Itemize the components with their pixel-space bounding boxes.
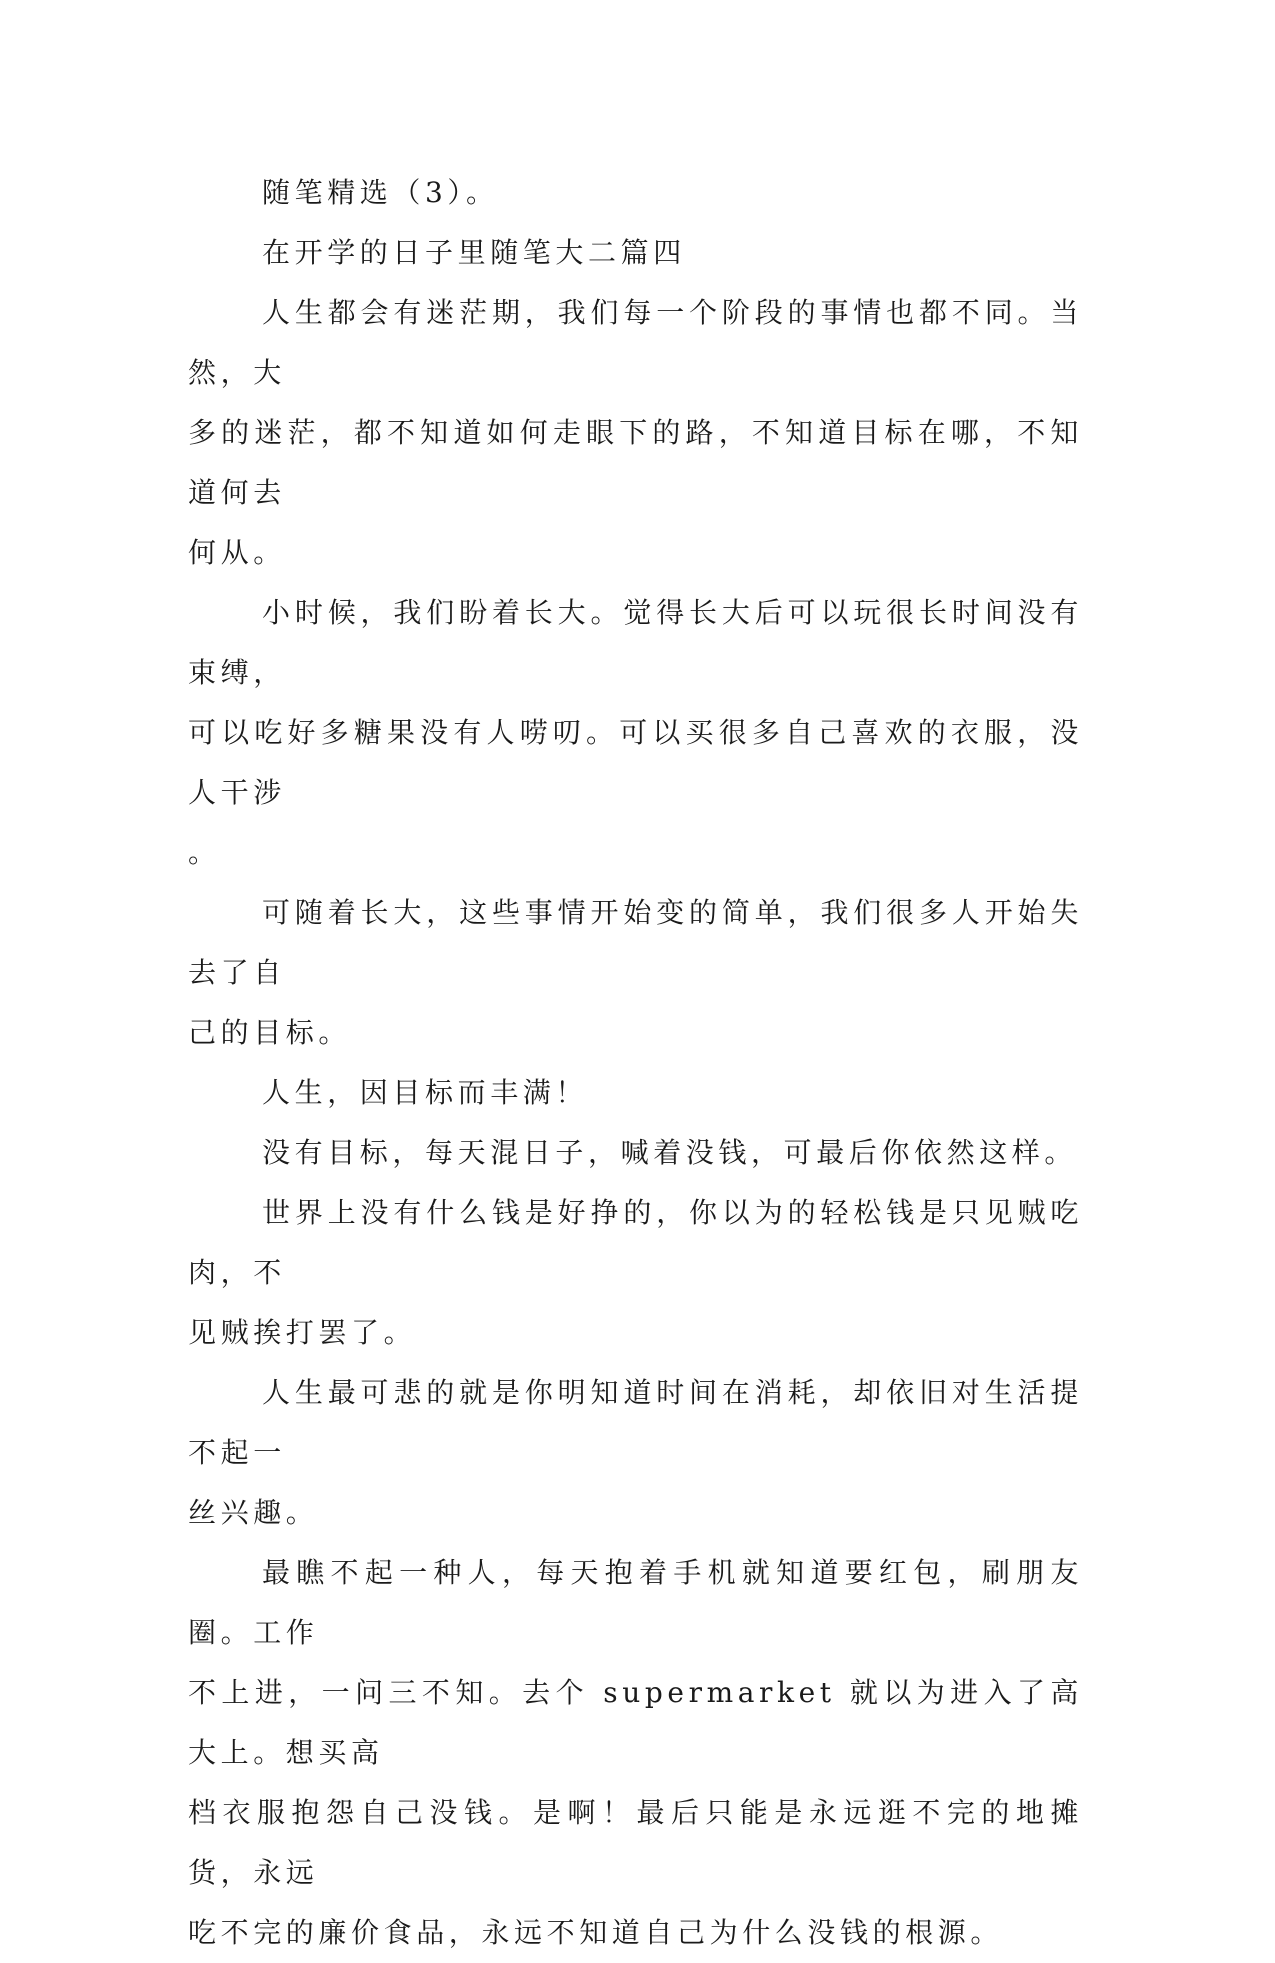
text-line: 何从。 xyxy=(188,536,286,569)
text-line: 可随着长大，这些事情开始变的简单，我们很多人开始失去了自 xyxy=(188,896,1083,989)
text-line: 多的迷茫，都不知道如何走眼下的路，不知道目标在哪，不知道何去 xyxy=(188,416,1083,509)
text-line: 最瞧不起一种人，每天抱着手机就知道要红包，刷朋友圈。工作 xyxy=(188,1556,1083,1649)
paragraph-4 xyxy=(188,583,1083,883)
paragraph-10 xyxy=(188,1543,1083,1963)
text-line: 档衣服抱怨自己没钱。是啊！最后只能是永远逛不完的地摊货，永远 xyxy=(188,1796,1083,1889)
text-line: 在开学的日子里随笔大二篇四 xyxy=(262,236,686,269)
paragraph-9 xyxy=(188,1363,1083,1543)
document-body xyxy=(188,163,1083,1963)
text-line: 没有目标，每天混日子，喊着没钱，可最后你依然这样。 xyxy=(262,1136,1078,1169)
text-line: 可以吃好多糖果没有人唠叨。可以买很多自己喜欢的衣服，没人干涉 xyxy=(188,716,1083,809)
text-line: 小时候，我们盼着长大。觉得长大后可以玩很长时间没有束缚， xyxy=(188,596,1083,689)
paragraph-8 xyxy=(188,1183,1083,1363)
paragraph-7 xyxy=(188,1123,1083,1183)
paragraph-6 xyxy=(188,1063,1083,1123)
text-line: 见贼挨打罢了。 xyxy=(188,1316,417,1349)
paragraph-5 xyxy=(188,883,1083,1063)
text-line: 世界上没有什么钱是好挣的，你以为的轻松钱是只见贼吃肉，不 xyxy=(188,1196,1083,1289)
paragraph-3 xyxy=(188,283,1083,583)
text-line: 。 xyxy=(188,836,221,869)
text-line: 人生，因目标而丰满！ xyxy=(262,1076,589,1109)
paragraph-2 xyxy=(188,223,1083,283)
paragraph-1 xyxy=(188,163,1083,223)
text-line: 己的目标。 xyxy=(188,1016,352,1049)
text-line: 不上进，一问三不知。去个 supermarket 就以为进入了高大上。想买高 xyxy=(188,1676,1083,1769)
text-line: 人生都会有迷茫期，我们每一个阶段的事情也都不同。当然，大 xyxy=(188,296,1083,389)
text-line: 人生最可悲的就是你明知道时间在消耗，却依旧对生活提不起一 xyxy=(188,1376,1083,1469)
text-line: 丝兴趣。 xyxy=(188,1496,319,1529)
text-line: 随笔精选（3）。 xyxy=(262,176,499,209)
text-line: 吃不完的廉价食品，永远不知道自己为什么没钱的根源。 xyxy=(188,1916,1004,1949)
